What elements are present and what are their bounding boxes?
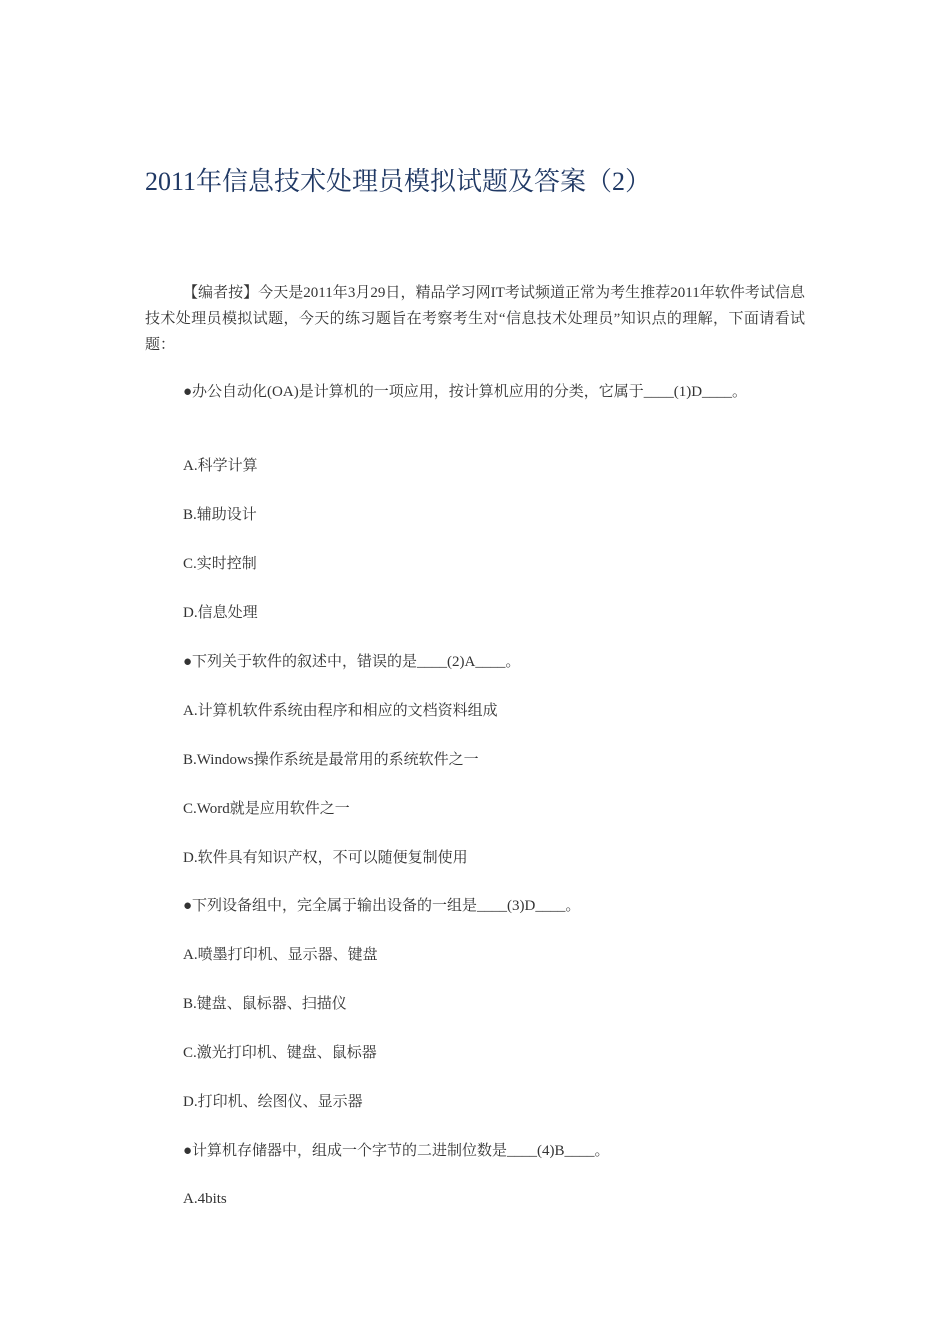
question-2-option-a: A.计算机软件系统由程序和相应的文档资料组成 (183, 703, 498, 719)
question-1-option-c: C.实时控制 (183, 556, 257, 572)
question-2-option-d: D.软件具有知识产权，不可以随便复制使用 (183, 850, 468, 866)
question-1-option-b: B.辅助设计 (183, 507, 257, 523)
question-1-option-a: A.科学计算 (183, 458, 258, 474)
question-3-option-a: A.喷墨打印机、显示器、键盘 (183, 947, 378, 963)
question-2-option-c: C.Word就是应用软件之一 (183, 801, 350, 817)
question-2-option-b: B.Windows操作系统是最常用的系统软件之一 (183, 752, 479, 768)
question-3-stem: ●下列设备组中，完全属于输出设备的一组是____(3)D____。 (183, 898, 581, 914)
question-1-option-d: D.信息处理 (183, 605, 258, 621)
question-3-option-b: B.键盘、鼠标器、扫描仪 (183, 996, 347, 1012)
question-4-option-a: A.4bits (183, 1191, 227, 1207)
question-1-stem: ●办公自动化(OA)是计算机的一项应用，按计算机应用的分类，它属于____(1)D____。 (183, 384, 748, 400)
question-2-stem: ●下列关于软件的叙述中，错误的是____(2)A____。 (183, 654, 521, 670)
question-3-option-c: C.激光打印机、键盘、鼠标器 (183, 1045, 377, 1061)
question-4-stem: ●计算机存储器中，组成一个字节的二进制位数是____(4)B____。 (183, 1143, 610, 1159)
question-3-option-d: D.打印机、绘图仪、显示器 (183, 1094, 363, 1110)
editor-note: 【编者按】今天是2011年3月29日，精品学习网IT考试频道正常为考生推荐2011年软件考试信息技术处理员模拟试题，今天的练习题旨在考察考生对“信息技术处理员”知识点的理解，下面请看试题： (145, 285, 805, 353)
document-title: 2011年信息技术处理员模拟试题及答案（2） (145, 167, 652, 196)
